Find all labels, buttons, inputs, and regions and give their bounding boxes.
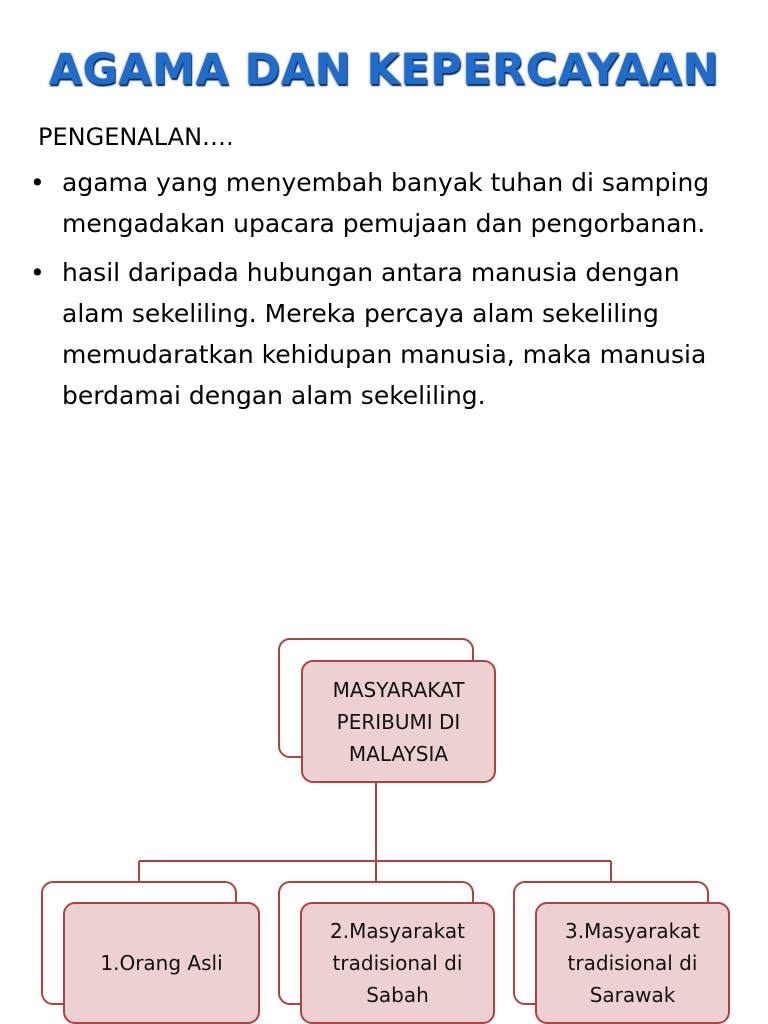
bullet-item xyxy=(30,162,740,244)
hierarchy-diagram xyxy=(0,620,768,1024)
bullet-text: agama yang menyembah banyak tuhan di samping mengadakan upacara pemujaan dan pengorbanan. xyxy=(62,168,710,238)
intro-heading: PENGENALAN…. xyxy=(38,123,234,151)
root-node-label: MASYARAKAT PERIBUMI DI MALAYSIA xyxy=(332,677,465,766)
root-node xyxy=(301,660,496,783)
bullet-marker: • xyxy=(30,258,45,287)
child-node-1 xyxy=(63,902,260,1024)
slide-title: AGAMA DAN KEPERCAYAAN xyxy=(48,45,720,95)
bullet-marker: • xyxy=(30,168,45,197)
child-node-3 xyxy=(535,902,730,1024)
child-node-2-label: 2.Masyarakat tradisional di Sabah xyxy=(330,919,465,1007)
bullet-list xyxy=(30,162,740,424)
child-node-3-label: 3.Masyarakat tradisional di Sarawak xyxy=(565,919,700,1007)
child-node-2 xyxy=(300,902,495,1024)
bullet-text: hasil daripada hubungan antara manusia dengan alam sekeliling. Mereka percaya alam sekeliling memudaratkan kehidupan manusia, maka manusia berdamai dengan alam sekeliling. xyxy=(62,258,707,410)
bullet-item xyxy=(30,252,740,416)
child-node-1-label: 1.Orang Asli xyxy=(100,951,223,975)
